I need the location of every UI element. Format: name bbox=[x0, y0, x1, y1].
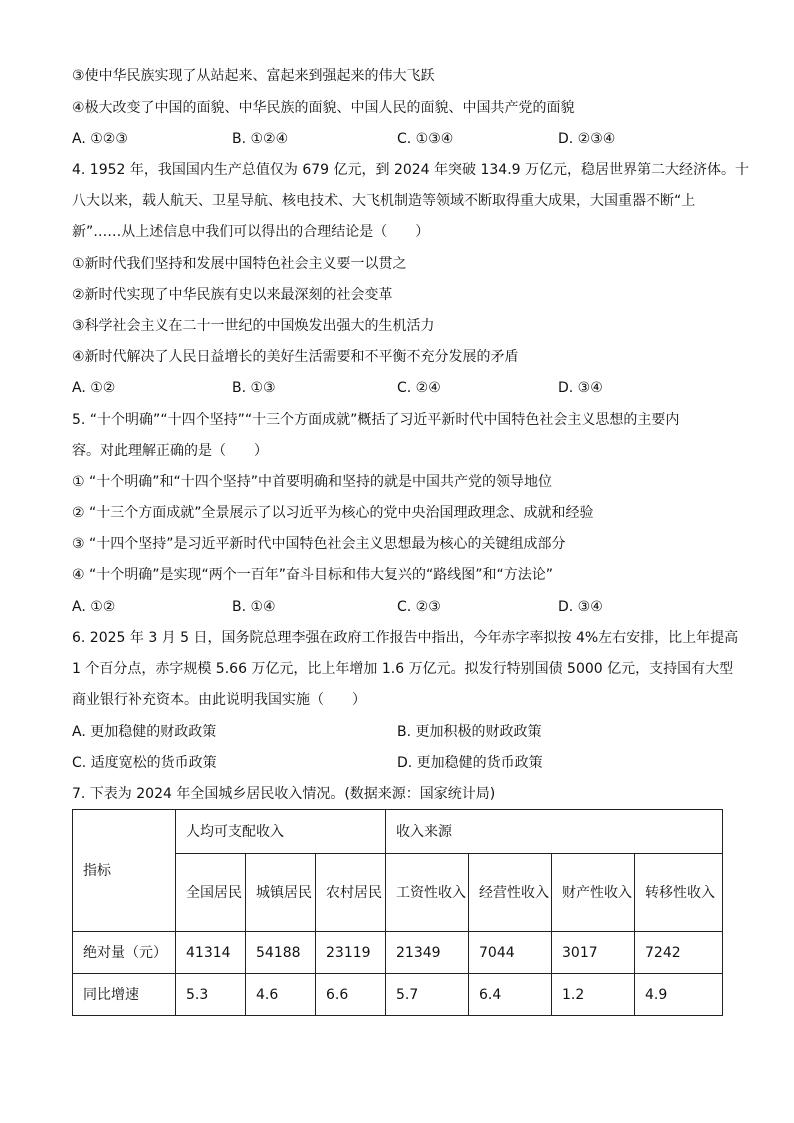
q5-stem-line-2: 容。对此理解正确的是（ ） bbox=[72, 443, 268, 459]
q5-statement-4: ④ “十个明确”是实现“两个一百年”奋斗目标和伟大复兴的“路线图”和“方法论” bbox=[72, 567, 554, 583]
q5-stem-line-1: 5. “十个明确”“十四个坚持”“十三个方面成就”概括了习近平新时代中国特色社会主义思想的主要内 bbox=[72, 412, 680, 428]
subheader-business: 经营性收入 bbox=[469, 854, 552, 932]
q5-option-a: A. ①② bbox=[72, 599, 116, 615]
table-cell: 7044 bbox=[469, 932, 552, 974]
income-table bbox=[72, 809, 723, 1016]
subheader-national: 全国居民 bbox=[176, 854, 246, 932]
q5-option-c: C. ②③ bbox=[397, 599, 441, 615]
row-label-growth: 同比增速 bbox=[73, 974, 176, 1016]
q4-stem-line-2: 八大以来，载人航天、卫星导航、核电技术、大飞机制造等领域不断取得重大成果，大国重器不断“上 bbox=[72, 193, 696, 209]
q4-statement-4: ④新时代解决了人民日益增长的美好生活需要和不平衡不充分发展的矛盾 bbox=[72, 349, 519, 365]
row-label-absolute: 绝对量（元） bbox=[73, 932, 176, 974]
subheader-property: 财产性收入 bbox=[552, 854, 635, 932]
q4-option-d: D. ③④ bbox=[558, 380, 603, 396]
table-cell: 23119 bbox=[316, 932, 386, 974]
q4-stem-line-1: 4. 1952 年，我国国内生产总值仅为 679 亿元，到 2024 年突破 134.9 万亿元，稳居世界第二大经济体。十 bbox=[72, 162, 750, 178]
table-cell: 4.9 bbox=[635, 974, 723, 1016]
subheader-rural: 农村居民 bbox=[316, 854, 386, 932]
q5-statement-3: ③ “十四个坚持”是习近平新时代中国特色社会主义思想最为核心的关键组成部分 bbox=[72, 536, 566, 552]
q3-option-c: C. ①③④ bbox=[397, 131, 454, 147]
q4-stem-line-3: 新”……从上述信息中我们可以得出的合理结论是（ ） bbox=[72, 224, 430, 240]
table-cell: 54188 bbox=[246, 932, 316, 974]
q6-option-b: B. 更加积极的财政政策 bbox=[397, 724, 542, 740]
q4-option-a: A. ①② bbox=[72, 380, 116, 396]
table-cell: 1.2 bbox=[552, 974, 635, 1016]
q4-statement-1: ①新时代我们坚持和发展中国特色社会主义要一以贯之 bbox=[72, 256, 407, 272]
table-row bbox=[73, 932, 723, 974]
q6-option-a: A. 更加稳健的财政政策 bbox=[72, 724, 217, 740]
q4-statement-3: ③科学社会主义在二十一世纪的中国焕发出强大的生机活力 bbox=[72, 318, 435, 334]
q4-option-b: B. ①③ bbox=[232, 380, 276, 396]
table-cell: 3017 bbox=[552, 932, 635, 974]
q3-option-a: A. ①②③ bbox=[72, 131, 128, 147]
header-income-source: 收入来源 bbox=[386, 810, 723, 854]
q4-option-c: C. ②④ bbox=[397, 380, 441, 396]
q5-statement-2: ② “十三个方面成就”全景展示了以习近平为核心的党中央治国理政理念、成就和经验 bbox=[72, 505, 594, 521]
q6-option-c: C. 适度宽松的货币政策 bbox=[72, 755, 217, 771]
table-cell: 4.6 bbox=[246, 974, 316, 1016]
header-index: 指标 bbox=[73, 810, 176, 932]
table-cell: 41314 bbox=[176, 932, 246, 974]
q7-stem: 7. 下表为 2024 年全国城乡居民收入情况。(数据来源：国家统计局) bbox=[72, 786, 496, 802]
table-cell: 5.7 bbox=[386, 974, 469, 1016]
table-cell: 21349 bbox=[386, 932, 469, 974]
q3-statement-4: ④极大改变了中国的面貌、中华民族的面貌、中国人民的面貌、中国共产党的面貌 bbox=[72, 100, 575, 116]
q5-statement-1: ① “十个明确”和“十四个坚持”中首要明确和坚持的就是中国共产党的领导地位 bbox=[72, 474, 553, 490]
subheader-urban: 城镇居民 bbox=[246, 854, 316, 932]
subheader-wage: 工资性收入 bbox=[386, 854, 469, 932]
q6-option-d: D. 更加稳健的货币政策 bbox=[397, 755, 543, 771]
q5-option-d: D. ③④ bbox=[558, 599, 603, 615]
q6-stem-line-1: 6. 2025 年 3 月 5 日，国务院总理李强在政府工作报告中指出，今年赤字率拟按 4%左右安排，比上年提高 bbox=[72, 630, 739, 646]
table-header-row bbox=[73, 810, 723, 854]
q3-option-d: D. ②③④ bbox=[558, 131, 616, 147]
q3-statement-3: ③使中华民族实现了从站起来、富起来到强起来的伟大飞跃 bbox=[72, 68, 435, 84]
table-row bbox=[73, 974, 723, 1016]
q5-option-b: B. ①④ bbox=[232, 599, 276, 615]
q4-statement-2: ②新时代实现了中华民族有史以来最深刻的社会变革 bbox=[72, 287, 393, 303]
table-cell: 6.4 bbox=[469, 974, 552, 1016]
header-disposable-income: 人均可支配收入 bbox=[176, 810, 386, 854]
q6-stem-line-2: 1 个百分点，赤字规模 5.66 万亿元，比上年增加 1.6 万亿元。拟发行特别国债 5000 亿元，支持国有大型 bbox=[72, 661, 734, 677]
table-cell: 7242 bbox=[635, 932, 723, 974]
table-cell: 5.3 bbox=[176, 974, 246, 1016]
q3-option-b: B. ①②④ bbox=[232, 131, 289, 147]
table-cell: 6.6 bbox=[316, 974, 386, 1016]
q6-stem-line-3: 商业银行补充资本。由此说明我国实施（ ） bbox=[72, 692, 366, 708]
subheader-transfer: 转移性收入 bbox=[635, 854, 723, 932]
